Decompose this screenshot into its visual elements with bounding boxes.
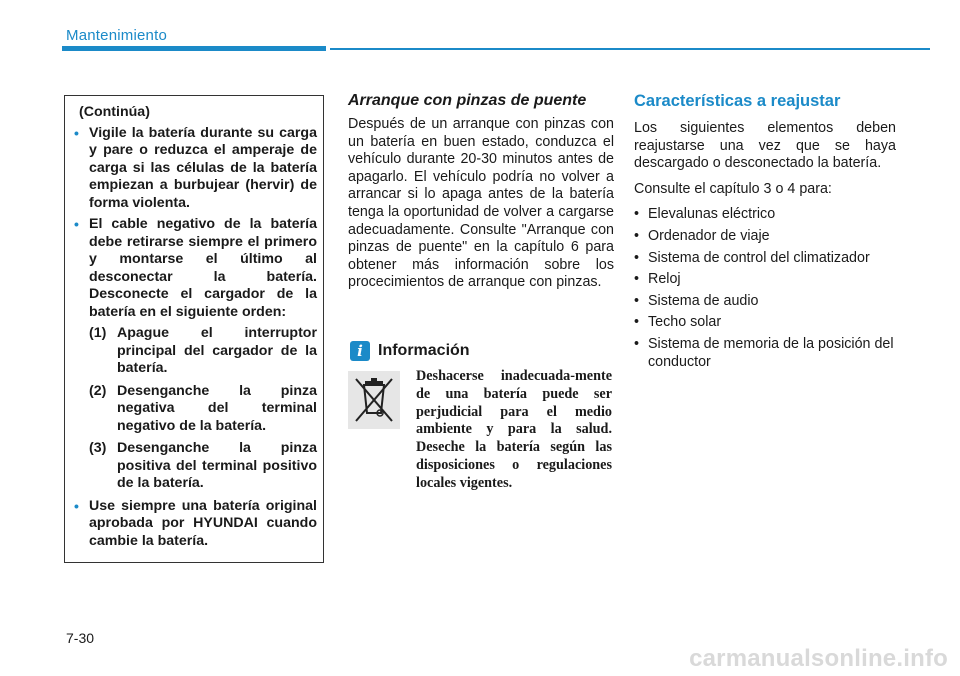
caution-bullet [74,124,317,213]
list-item [634,271,896,289]
list-item-text: Sistema de control del climatizador [648,249,870,266]
bullet-dot-icon: • [634,206,640,223]
reset-reference: Consulte el capítulo 3 o 4 para: [634,180,832,197]
info-text: Deshacerse inadecuada-mente de una batería puede ser perjudicial para el medio ambiente y para la salud. Deseche la batería según las disposiciones o regulaciones locales vigentes. [416,368,612,491]
bullet-dot-icon: • [634,292,640,309]
jump-start-title: Arranque con pinzas de puente [348,92,587,109]
list-item [634,314,896,332]
list-item-text: Techo solar [648,314,722,331]
caution-bullet-text: Use siempre una batería original aprobada por HYUNDAI cuando cambie la batería. [89,497,317,549]
step-text: Desenganche la pinza negativa del terminal negativo de la batería. [117,382,317,434]
bullet-dot-icon: • [634,249,640,266]
caution-bullet [74,216,317,321]
list-item-text: Sistema de audio [648,292,759,309]
list-item-text: Elevalunas eléctrico [648,206,776,223]
bullet-dot-icon: • [74,124,79,141]
info-title: Información [378,342,470,359]
step-item [89,325,317,378]
bullet-dot-icon: • [634,314,640,331]
bullet-dot-icon: • [634,271,640,288]
crossed-out-bin-icon [348,371,400,429]
reset-list [634,206,896,371]
disconnect-steps [89,325,317,493]
watermark[interactable]: carmanualsonline.info [689,645,948,672]
list-item [634,336,896,371]
caution-bullet-text: El cable negativo de la batería debe retirarse siempre el primero y montarse el último al desconectar la batería. Desconecte el cargador de la batería en el siguiente orden: [89,216,317,320]
jump-start-body: Después de un arranque con pinzas con un batería en buen estado, conduzca el vehículo durante 20-30 minutos antes de apagarlo. El vehículo podría no volver a arrancar si lo apaga antes de la batería tenga la oportunidad de volver a cargarse adecuadamente. Consulte "Arranque con pinzas de puente" en la capítulo 6 para obtener más información sobre los procecimientos de arranque con pinzas. [348,116,614,291]
step-text: Desenganche la pinza positiva del terminal positivo de la batería. [117,440,317,491]
header-rule-thick [62,46,326,51]
step-text: Apague el interruptor principal del cargador de la batería. [117,325,317,376]
list-item [634,293,896,311]
bullet-dot-icon: • [634,227,640,244]
caution-box [64,95,324,563]
list-item [634,250,896,268]
reset-title: Características a reajustar [634,92,841,110]
bullet-dot-icon: • [74,497,79,514]
section-title: Mantenimiento [66,27,167,44]
header-rule-thin [330,48,930,50]
jump-start-section [348,92,614,292]
step-number: (2) [89,382,107,399]
step-number: (3) [89,440,107,456]
reset-intro: Los siguientes elementos deben reajustarse una vez que se haya descargado o desconectado la batería. [634,120,896,172]
info-icon: i [350,341,370,361]
bullet-dot-icon: • [74,216,79,232]
caution-bullet [74,497,317,551]
step-item [89,440,317,493]
page-number: 7-30 [66,630,95,646]
continued-label: (Continúa) [79,104,150,120]
list-item-text: Reloj [648,271,681,288]
step-item [89,383,317,436]
list-item [634,206,896,224]
bullet-dot-icon: • [634,335,640,352]
list-item-text: Ordenador de viaje [648,227,770,244]
list-item [634,228,896,246]
caution-bullet-text: Vigile la batería durante su carga y pare o reduzca el amperaje de carga si las células de la batería empiezan a burbujear (hervir) de forma violenta. [89,124,317,211]
step-number: (1) [89,325,107,341]
list-item-text: Sistema de memoria de la posición del conductor [648,335,894,370]
reset-section [634,92,896,375]
info-header [350,339,470,363]
